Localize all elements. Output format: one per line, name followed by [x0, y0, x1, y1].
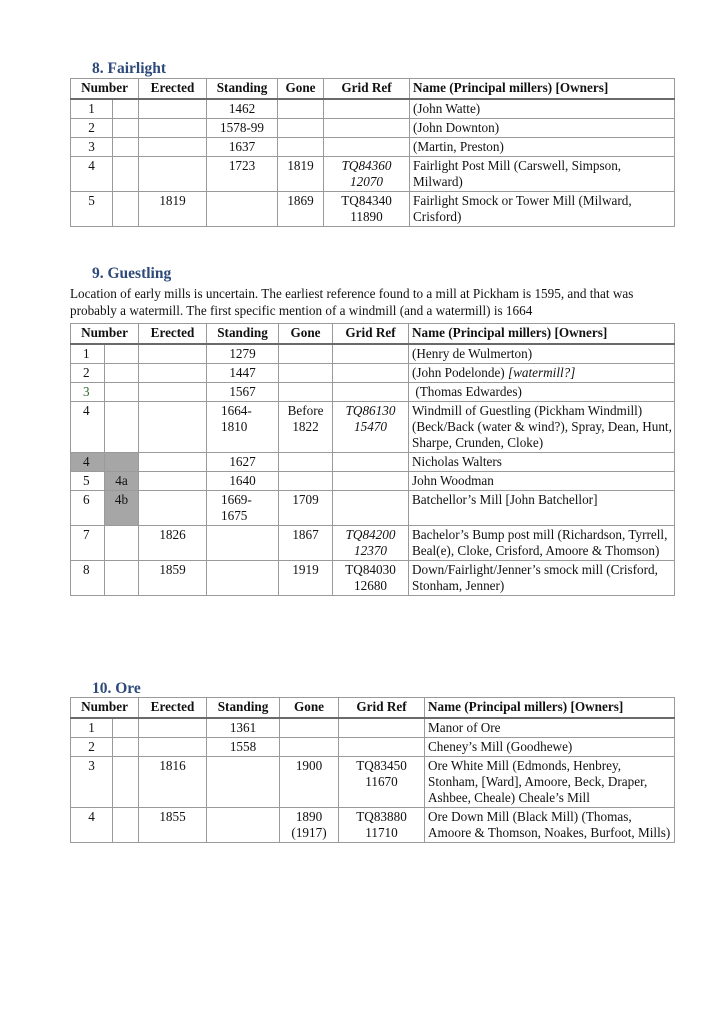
- cell-gone: [278, 119, 324, 138]
- col-header-erected: Erected: [139, 79, 207, 100]
- cell-number: 5: [71, 472, 105, 491]
- cell-sub: [113, 718, 139, 738]
- cell-erected: [139, 364, 207, 383]
- cell-sub: [113, 119, 139, 138]
- cell-grid-ref: TQ84360 12070: [324, 157, 410, 192]
- cell-gone: [279, 383, 333, 402]
- table-row: [71, 344, 675, 364]
- col-header-gone: Gone: [280, 698, 339, 719]
- cell-standing: 1664-1810: [207, 402, 279, 453]
- cell-standing: 1558: [207, 738, 280, 757]
- cell-erected: [139, 344, 207, 364]
- col-header-name: Name (Principal millers) [Owners]: [410, 79, 675, 100]
- cell-erected: [139, 138, 207, 157]
- cell-number: 4: [71, 157, 113, 192]
- table-row: [71, 383, 675, 402]
- cell-standing: 1567: [207, 383, 279, 402]
- col-header-gone: Gone: [278, 79, 324, 100]
- cell-name: Ore Down Mill (Black Mill) (Thomas, Amoore & Thomson, Noakes, Burfoot, Mills): [425, 808, 675, 843]
- cell-name: Down/Fairlight/Jenner’s smock mill (Crisford, Stonham, Jenner): [409, 561, 675, 596]
- table-row: [71, 157, 675, 192]
- name-text: (John Podelonde): [412, 365, 508, 380]
- section-title-ore: 10. Ore: [92, 680, 141, 697]
- cell-name: Windmill of Guestling (Pickham Windmill) (Beck/Back (water & wind?), Spray, Dean, Hunt, Sharpe, Crunden, Cloke): [409, 402, 675, 453]
- table-row: [71, 138, 675, 157]
- cell-number: 2: [71, 738, 113, 757]
- cell-name: John Woodman: [409, 472, 675, 491]
- cell-gone: [278, 138, 324, 157]
- cell-name: Ore White Mill (Edmonds, Henbrey, Stonham, [Ward], Amoore, Beck, Draper, Ashbee, Cheale) Cheale’s Mill: [425, 757, 675, 808]
- cell-name: (John Watte): [410, 99, 675, 119]
- cell-number: 4: [71, 402, 105, 453]
- cell-gone: 1709: [279, 491, 333, 526]
- cell-name: (Martin, Preston): [410, 138, 675, 157]
- cell-erected: [139, 402, 207, 453]
- cell-sub: [105, 364, 139, 383]
- guestling-table: [70, 323, 675, 596]
- cell-erected: [139, 718, 207, 738]
- col-header-name: Name (Principal millers) [Owners]: [425, 698, 675, 719]
- cell-grid-ref: [333, 344, 409, 364]
- cell-gone: 1890 (1917): [280, 808, 339, 843]
- cell-standing: 1578-99: [207, 119, 278, 138]
- cell-sub: [105, 402, 139, 453]
- cell-number: 2: [71, 364, 105, 383]
- cell-standing: [207, 192, 278, 227]
- cell-number: 8: [71, 561, 105, 596]
- cell-sub: [113, 192, 139, 227]
- col-header-grid-ref: Grid Ref: [339, 698, 425, 719]
- cell-standing: [207, 561, 279, 596]
- cell-erected: [139, 383, 207, 402]
- section-title-fairlight: 8. Fairlight: [92, 60, 167, 77]
- cell-standing: 1447: [207, 364, 279, 383]
- table-row: [71, 453, 675, 472]
- cell-erected: 1859: [139, 561, 207, 596]
- cell-gone: 1819: [278, 157, 324, 192]
- cell-name: Manor of Ore: [425, 718, 675, 738]
- cell-grid-ref: [333, 491, 409, 526]
- cell-name: Cheney’s Mill (Goodhewe): [425, 738, 675, 757]
- cell-standing: 1640: [207, 472, 279, 491]
- col-header-grid-ref: Grid Ref: [333, 324, 409, 345]
- cell-standing: 1637: [207, 138, 278, 157]
- cell-grid-ref: [324, 99, 410, 119]
- cell-erected: [139, 453, 207, 472]
- fairlight-table: [70, 78, 675, 227]
- cell-sub: [113, 138, 139, 157]
- cell-standing: 1462: [207, 99, 278, 119]
- table-row: [71, 364, 675, 383]
- cell-gone: Before 1822: [279, 402, 333, 453]
- cell-grid-ref: TQ84200 12370: [333, 526, 409, 561]
- cell-sub: [105, 561, 139, 596]
- ore-table: [70, 697, 675, 843]
- table-row: [71, 808, 675, 843]
- cell-name: Nicholas Walters: [409, 453, 675, 472]
- cell-grid-ref: [324, 119, 410, 138]
- cell-sub: [105, 453, 139, 472]
- col-header-name: Name (Principal millers) [Owners]: [409, 324, 675, 345]
- cell-grid-ref: TQ84030 12680: [333, 561, 409, 596]
- cell-name: Batchellor’s Mill [John Batchellor]: [409, 491, 675, 526]
- cell-sub: 4a: [105, 472, 139, 491]
- col-header-number: Number: [71, 324, 139, 345]
- cell-number: 1: [71, 344, 105, 364]
- guestling-intro-text: Location of early mills is uncertain. The earliest reference found to a mill at Pickham is 1595, and that was probably a watermill. The first specific mention of a windmill (and a watermill) is 1664: [70, 286, 634, 318]
- cell-number: 2: [71, 119, 113, 138]
- cell-sub: [113, 157, 139, 192]
- cell-name: (Thomas Edwardes): [409, 383, 675, 402]
- cell-gone: [278, 99, 324, 119]
- table-header-row: [71, 698, 675, 719]
- cell-name: [409, 364, 675, 383]
- cell-gone: 1869: [278, 192, 324, 227]
- cell-erected: 1826: [139, 526, 207, 561]
- cell-erected: [139, 738, 207, 757]
- table-header-row: [71, 79, 675, 100]
- table-row: [71, 526, 675, 561]
- cell-standing: 1723: [207, 157, 278, 192]
- col-header-erected: Erected: [139, 698, 207, 719]
- cell-grid-ref: [333, 453, 409, 472]
- cell-gone: [280, 738, 339, 757]
- cell-erected: [139, 99, 207, 119]
- cell-number: 6: [71, 491, 105, 526]
- table-row: [71, 192, 675, 227]
- cell-grid-ref: [333, 364, 409, 383]
- cell-number: 4: [71, 808, 113, 843]
- cell-sub: [113, 99, 139, 119]
- table-row: [71, 491, 675, 526]
- cell-gone: [279, 364, 333, 383]
- cell-sub: [105, 526, 139, 561]
- col-header-number: Number: [71, 79, 139, 100]
- cell-number: 1: [71, 718, 113, 738]
- cell-name: Fairlight Smock or Tower Mill (Milward, Crisford): [410, 192, 675, 227]
- cell-sub: [113, 808, 139, 843]
- col-header-number: Number: [71, 698, 139, 719]
- cell-number: 4: [71, 453, 105, 472]
- cell-standing: [207, 526, 279, 561]
- cell-grid-ref: [333, 383, 409, 402]
- cell-number: 1: [71, 99, 113, 119]
- cell-grid-ref: [339, 718, 425, 738]
- table-row: [71, 757, 675, 808]
- cell-gone: 1900: [280, 757, 339, 808]
- cell-erected: [139, 157, 207, 192]
- col-header-grid-ref: Grid Ref: [324, 79, 410, 100]
- cell-erected: [139, 119, 207, 138]
- cell-sub: 4b: [105, 491, 139, 526]
- table-row: [71, 119, 675, 138]
- table-row: [71, 472, 675, 491]
- cell-number: 3: [71, 383, 105, 402]
- cell-number: 3: [71, 757, 113, 808]
- cell-name: Fairlight Post Mill (Carswell, Simpson, Milward): [410, 157, 675, 192]
- cell-erected: [139, 491, 207, 526]
- cell-standing: 1361: [207, 718, 280, 738]
- cell-gone: 1919: [279, 561, 333, 596]
- cell-erected: [139, 472, 207, 491]
- cell-grid-ref: TQ86130 15470: [333, 402, 409, 453]
- cell-grid-ref: [333, 472, 409, 491]
- cell-number: 3: [71, 138, 113, 157]
- cell-erected: 1816: [139, 757, 207, 808]
- col-header-standing: Standing: [207, 79, 278, 100]
- cell-grid-ref: TQ83880 11710: [339, 808, 425, 843]
- cell-sub: [113, 757, 139, 808]
- cell-standing: [207, 808, 280, 843]
- table-row: [71, 718, 675, 738]
- cell-standing: 1669-1675: [207, 491, 279, 526]
- cell-erected: 1855: [139, 808, 207, 843]
- col-header-standing: Standing: [207, 324, 279, 345]
- cell-grid-ref: [324, 138, 410, 157]
- col-header-standing: Standing: [207, 698, 280, 719]
- cell-gone: [279, 453, 333, 472]
- cell-gone: [279, 344, 333, 364]
- cell-sub: [105, 344, 139, 364]
- cell-sub: [113, 738, 139, 757]
- cell-grid-ref: [339, 738, 425, 757]
- col-header-erected: Erected: [139, 324, 207, 345]
- cell-gone: 1867: [279, 526, 333, 561]
- section-title-guestling: 9. Guestling: [92, 265, 172, 282]
- table-row: [71, 561, 675, 596]
- col-header-gone: Gone: [279, 324, 333, 345]
- cell-grid-ref: TQ84340 11890: [324, 192, 410, 227]
- table-row: [71, 99, 675, 119]
- cell-name: (John Downton): [410, 119, 675, 138]
- cell-sub: [105, 383, 139, 402]
- cell-erected: 1819: [139, 192, 207, 227]
- cell-standing: [207, 757, 280, 808]
- cell-gone: [279, 472, 333, 491]
- cell-grid-ref: TQ83450 11670: [339, 757, 425, 808]
- cell-name: Bachelor’s Bump post mill (Richardson, Tyrrell, Beal(e), Cloke, Crisford, Amoore & Thomson): [409, 526, 675, 561]
- cell-gone: [280, 718, 339, 738]
- table-row: [71, 402, 675, 453]
- cell-standing: 1279: [207, 344, 279, 364]
- cell-number: 5: [71, 192, 113, 227]
- table-row: [71, 738, 675, 757]
- name-note: [watermill?]: [507, 365, 576, 380]
- table-header-row: [71, 324, 675, 345]
- cell-standing: 1627: [207, 453, 279, 472]
- cell-number: 7: [71, 526, 105, 561]
- cell-name: (Henry de Wulmerton): [409, 344, 675, 364]
